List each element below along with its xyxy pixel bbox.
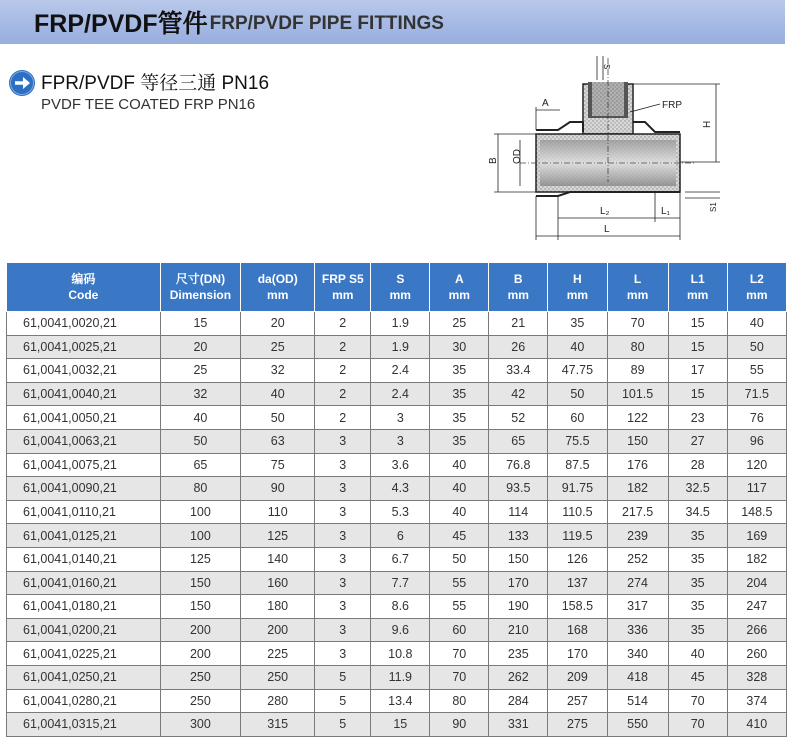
table-body	[7, 312, 787, 737]
table-cell: 80	[430, 689, 489, 713]
table-cell: 35	[548, 312, 607, 336]
table-cell: 317	[607, 595, 668, 619]
table-cell: 100	[160, 524, 241, 548]
table-cell: 210	[489, 618, 548, 642]
table-cell: 35	[668, 547, 727, 571]
table-cell: 3	[315, 547, 371, 571]
table-cell: 3	[315, 595, 371, 619]
table-cell: 60	[430, 618, 489, 642]
table-cell: 122	[607, 406, 668, 430]
table-cell: 65	[160, 453, 241, 477]
table-cell: 28	[668, 453, 727, 477]
table-row	[7, 689, 787, 713]
table-cell: 260	[727, 642, 786, 666]
table-cell: 35	[668, 618, 727, 642]
table-cell: 284	[489, 689, 548, 713]
table-cell: 80	[160, 477, 241, 501]
table-cell: 374	[727, 689, 786, 713]
table-cell: 101.5	[607, 382, 668, 406]
table-cell: 63	[241, 429, 315, 453]
table-cell: 65	[489, 429, 548, 453]
dim-label-od: OD	[512, 149, 523, 164]
table-cell: 100	[160, 500, 241, 524]
table-row	[7, 312, 787, 336]
tee-diagram	[480, 52, 730, 252]
table-cell: 3.6	[371, 453, 430, 477]
table-cell: 61,0041,0032,21	[7, 359, 161, 383]
table-cell: 34.5	[668, 500, 727, 524]
table-cell: 32	[160, 382, 241, 406]
table-cell: 340	[607, 642, 668, 666]
table-cell: 40	[727, 312, 786, 336]
table-cell: 50	[548, 382, 607, 406]
heading-title-cn: FPR/PVDF 等径三通 PN16	[41, 73, 270, 94]
table-header-row	[7, 263, 787, 312]
table-cell: 169	[727, 524, 786, 548]
table-row	[7, 595, 787, 619]
table-cell: 5	[315, 665, 371, 689]
table-cell: 247	[727, 595, 786, 619]
table-cell: 119.5	[548, 524, 607, 548]
table-row	[7, 429, 787, 453]
table-row	[7, 665, 787, 689]
table-cell: 200	[241, 618, 315, 642]
arrow-right-icon	[8, 69, 36, 97]
table-cell: 110	[241, 500, 315, 524]
col-header-a: A mm	[430, 263, 489, 312]
table-cell: 410	[727, 713, 786, 737]
table-cell: 50	[727, 335, 786, 359]
table-cell: 150	[489, 547, 548, 571]
table-cell: 26	[489, 335, 548, 359]
table-cell: 61,0041,0180,21	[7, 595, 161, 619]
table-cell: 40	[430, 500, 489, 524]
table-cell: 125	[160, 547, 241, 571]
table-cell: 23	[668, 406, 727, 430]
table-cell: 266	[727, 618, 786, 642]
col-header-dimension: 尺寸(DN) Dimension	[160, 263, 241, 312]
table-cell: 1.9	[371, 312, 430, 336]
table-cell: 160	[241, 571, 315, 595]
table-cell: 32	[241, 359, 315, 383]
table-cell: 158.5	[548, 595, 607, 619]
table-cell: 61,0041,0090,21	[7, 477, 161, 501]
table-cell: 25	[241, 335, 315, 359]
table-cell: 336	[607, 618, 668, 642]
table-cell: 3	[315, 500, 371, 524]
table-cell: 35	[430, 359, 489, 383]
table-cell: 3	[315, 524, 371, 548]
table-cell: 114	[489, 500, 548, 524]
table-cell: 10.8	[371, 642, 430, 666]
table-cell: 76	[727, 406, 786, 430]
table-cell: 2	[315, 312, 371, 336]
table-cell: 35	[668, 571, 727, 595]
table-cell: 80	[607, 335, 668, 359]
col-header-od: da(OD) mm	[241, 263, 315, 312]
table-cell: 61,0041,0140,21	[7, 547, 161, 571]
table-cell: 87.5	[548, 453, 607, 477]
table-cell: 125	[241, 524, 315, 548]
table-cell: 140	[241, 547, 315, 571]
table-cell: 3	[371, 429, 430, 453]
table-cell: 15	[160, 312, 241, 336]
title-banner	[0, 0, 785, 44]
table-row	[7, 547, 787, 571]
table-cell: 2	[315, 382, 371, 406]
table-cell: 250	[160, 665, 241, 689]
table-cell: 6	[371, 524, 430, 548]
dim-label-l: L	[604, 224, 610, 235]
table-cell: 30	[430, 335, 489, 359]
dim-label-h: H	[702, 120, 713, 128]
table-cell: 190	[489, 595, 548, 619]
dim-label-b: B	[488, 157, 499, 164]
table-cell: 35	[668, 595, 727, 619]
table-cell: 8.6	[371, 595, 430, 619]
table-row	[7, 335, 787, 359]
table-cell: 2	[315, 406, 371, 430]
dim-label-frp: FRP	[662, 100, 682, 111]
table-cell: 61,0041,0063,21	[7, 429, 161, 453]
table-cell: 168	[548, 618, 607, 642]
table-cell: 250	[160, 689, 241, 713]
table-cell: 170	[489, 571, 548, 595]
table-cell: 55	[430, 571, 489, 595]
table-cell: 225	[241, 642, 315, 666]
table-cell: 15	[668, 312, 727, 336]
table-cell: 40	[241, 382, 315, 406]
table-cell: 20	[160, 335, 241, 359]
table-cell: 61,0041,0075,21	[7, 453, 161, 477]
table-cell: 176	[607, 453, 668, 477]
table-cell: 11.9	[371, 665, 430, 689]
table-cell: 70	[430, 642, 489, 666]
col-header-code: 编码 Code	[7, 263, 161, 312]
table-cell: 15	[371, 713, 430, 737]
table-cell: 250	[241, 665, 315, 689]
table-cell: 75	[241, 453, 315, 477]
table-row	[7, 359, 787, 383]
table-cell: 21	[489, 312, 548, 336]
table-cell: 35	[668, 524, 727, 548]
table-cell: 50	[241, 406, 315, 430]
table-cell: 76.8	[489, 453, 548, 477]
dim-label-a: A	[542, 98, 549, 109]
table-cell: 252	[607, 547, 668, 571]
table-cell: 25	[430, 312, 489, 336]
table-cell: 418	[607, 665, 668, 689]
table-cell: 55	[727, 359, 786, 383]
table-cell: 514	[607, 689, 668, 713]
table-cell: 75.5	[548, 429, 607, 453]
table-cell: 4.3	[371, 477, 430, 501]
table-cell: 182	[727, 547, 786, 571]
table-cell: 40	[668, 642, 727, 666]
table-cell: 133	[489, 524, 548, 548]
col-header-l: L mm	[607, 263, 668, 312]
table-cell: 300	[160, 713, 241, 737]
table-cell: 42	[489, 382, 548, 406]
table-row	[7, 524, 787, 548]
table-cell: 2.4	[371, 382, 430, 406]
table-cell: 2	[315, 335, 371, 359]
table-cell: 110.5	[548, 500, 607, 524]
table-cell: 262	[489, 665, 548, 689]
table-cell: 150	[160, 595, 241, 619]
table-cell: 52	[489, 406, 548, 430]
table-cell: 7.7	[371, 571, 430, 595]
table-cell: 33.4	[489, 359, 548, 383]
table-cell: 257	[548, 689, 607, 713]
table-cell: 40	[160, 406, 241, 430]
col-header-h: H mm	[548, 263, 607, 312]
table-row	[7, 618, 787, 642]
table-cell: 117	[727, 477, 786, 501]
table-cell: 200	[160, 642, 241, 666]
table-cell: 3	[315, 571, 371, 595]
col-header-b: B mm	[489, 263, 548, 312]
table-cell: 209	[548, 665, 607, 689]
table-cell: 50	[430, 547, 489, 571]
col-header-s: S mm	[371, 263, 430, 312]
table-cell: 3	[315, 429, 371, 453]
table-row	[7, 642, 787, 666]
table-cell: 89	[607, 359, 668, 383]
banner-title-main: FRP/PVDF管件	[34, 10, 208, 38]
table-cell: 235	[489, 642, 548, 666]
table-cell: 91.75	[548, 477, 607, 501]
table-cell: 61,0041,0200,21	[7, 618, 161, 642]
table-cell: 55	[430, 595, 489, 619]
col-header-l1: L1 mm	[668, 263, 727, 312]
table-cell: 25	[160, 359, 241, 383]
table-cell: 217.5	[607, 500, 668, 524]
table-cell: 200	[160, 618, 241, 642]
table-cell: 70	[430, 665, 489, 689]
table-cell: 137	[548, 571, 607, 595]
table-cell: 50	[160, 429, 241, 453]
table-cell: 40	[548, 335, 607, 359]
table-cell: 15	[668, 335, 727, 359]
table-row	[7, 571, 787, 595]
table-cell: 328	[727, 665, 786, 689]
col-header-frp-s5: FRP S5 mm	[315, 263, 371, 312]
table-cell: 2.4	[371, 359, 430, 383]
table-row	[7, 406, 787, 430]
table-cell: 5.3	[371, 500, 430, 524]
table-cell: 70	[607, 312, 668, 336]
dim-label-l2: L₂	[600, 206, 610, 217]
table-cell: 32.5	[668, 477, 727, 501]
table-cell: 148.5	[727, 500, 786, 524]
table-row	[7, 477, 787, 501]
table-cell: 3	[315, 642, 371, 666]
table-cell: 239	[607, 524, 668, 548]
table-cell: 96	[727, 429, 786, 453]
table-cell: 61,0041,0040,21	[7, 382, 161, 406]
table-cell: 35	[430, 406, 489, 430]
table-cell: 71.5	[727, 382, 786, 406]
table-cell: 180	[241, 595, 315, 619]
table-cell: 13.4	[371, 689, 430, 713]
dim-label-s1: S1	[709, 202, 718, 212]
table-cell: 27	[668, 429, 727, 453]
table-cell: 6.7	[371, 547, 430, 571]
table-cell: 17	[668, 359, 727, 383]
table-cell: 93.5	[489, 477, 548, 501]
table-cell: 61,0041,0315,21	[7, 713, 161, 737]
table-cell: 61,0041,0110,21	[7, 500, 161, 524]
table-cell: 275	[548, 713, 607, 737]
table-cell: 61,0041,0025,21	[7, 335, 161, 359]
table-cell: 331	[489, 713, 548, 737]
table-cell: 90	[430, 713, 489, 737]
table-cell: 1.9	[371, 335, 430, 359]
table-cell: 61,0041,0160,21	[7, 571, 161, 595]
table-cell: 61,0041,0225,21	[7, 642, 161, 666]
table-cell: 280	[241, 689, 315, 713]
table-cell: 126	[548, 547, 607, 571]
table-cell: 45	[668, 665, 727, 689]
table-cell: 47.75	[548, 359, 607, 383]
table-cell: 3	[371, 406, 430, 430]
table-cell: 70	[668, 713, 727, 737]
table-cell: 150	[160, 571, 241, 595]
table-cell: 35	[430, 382, 489, 406]
table-row	[7, 713, 787, 737]
table-cell: 35	[430, 429, 489, 453]
table-cell: 61,0041,0250,21	[7, 665, 161, 689]
table-cell: 40	[430, 453, 489, 477]
table-cell: 3	[315, 618, 371, 642]
table-cell: 274	[607, 571, 668, 595]
table-row	[7, 382, 787, 406]
table-row	[7, 453, 787, 477]
table-cell: 3	[315, 453, 371, 477]
table-cell: 5	[315, 689, 371, 713]
dim-label-l1: L₁	[661, 206, 670, 217]
table-cell: 2	[315, 359, 371, 383]
table-cell: 20	[241, 312, 315, 336]
table-cell: 15	[668, 382, 727, 406]
table-cell: 182	[607, 477, 668, 501]
table-cell: 61,0041,0050,21	[7, 406, 161, 430]
heading-title-en: PVDF TEE COATED FRP PN16	[41, 96, 256, 113]
table-cell: 120	[727, 453, 786, 477]
table-cell: 170	[548, 642, 607, 666]
table-cell: 9.6	[371, 618, 430, 642]
table-cell: 3	[315, 477, 371, 501]
table-cell: 61,0041,0280,21	[7, 689, 161, 713]
col-header-l2: L2 mm	[727, 263, 786, 312]
table-row	[7, 500, 787, 524]
dim-label-s: S	[602, 64, 611, 70]
table-cell: 61,0041,0020,21	[7, 312, 161, 336]
banner-title-sub: FRP/PVDF PIPE FITTINGS	[209, 13, 444, 34]
table-cell: 60	[548, 406, 607, 430]
table-cell: 315	[241, 713, 315, 737]
table-cell: 550	[607, 713, 668, 737]
spec-table	[6, 262, 787, 737]
table-cell: 40	[430, 477, 489, 501]
table-cell: 90	[241, 477, 315, 501]
table-cell: 61,0041,0125,21	[7, 524, 161, 548]
table-cell: 150	[607, 429, 668, 453]
table-cell: 5	[315, 713, 371, 737]
table-cell: 45	[430, 524, 489, 548]
table-cell: 204	[727, 571, 786, 595]
table-cell: 70	[668, 689, 727, 713]
